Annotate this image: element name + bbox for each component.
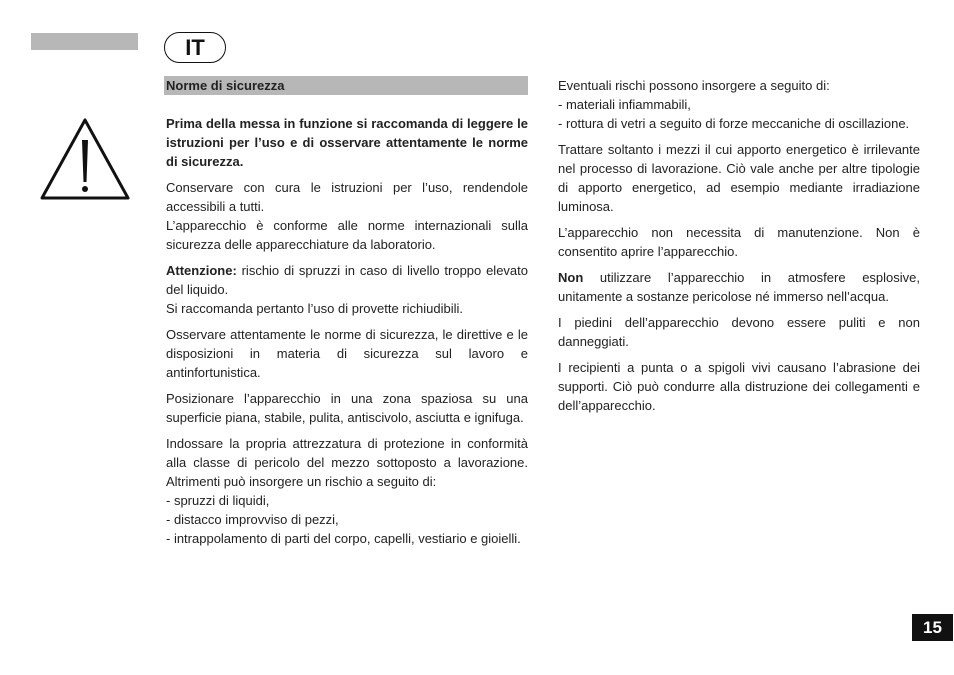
paragraph: Osservare attentamente le norme di sicurezza, le direttive e le disposizioni in materia di sicurezza sul lavoro e antinfortunistica. — [166, 327, 528, 380]
language-badge: IT — [164, 32, 226, 63]
paragraph: Trattare soltanto i mezzi il cui apporto energetico è irrilevante nel processo di lavorazione. Ciò vale anche per altre tipologie di apporto energetico, ad esempio mediante irradiazione luminosa. — [558, 142, 920, 214]
list-item: - intrappolamento di parti del corpo, capelli, vestiario e gioielli. — [166, 531, 521, 546]
warning-paragraph — [558, 268, 920, 306]
paragraph: Eventuali rischi possono insorgere a seguito di: — [558, 78, 830, 93]
header-gray-bar — [31, 33, 138, 50]
paragraph: L’apparecchio è conforme alle norme internazionali sulla sicurezza delle apparecchiature da laboratorio. — [166, 218, 528, 252]
attention-text: rischio di spruzzi in caso di livello troppo elevato del liquido. — [166, 263, 528, 297]
risk-list — [558, 95, 920, 133]
page-number: 15 — [912, 614, 953, 641]
non-label: Non — [558, 270, 584, 285]
list-item: - distacco improvviso di pezzi, — [166, 512, 339, 527]
right-column — [558, 76, 920, 422]
paragraph: L’apparecchio non necessita di manutenzione. Non è consentito aprire l’apparecchio. — [558, 225, 920, 259]
paragraph: I recipienti a punta o a spigoli vivi causano l’abrasione dei supporti. Ciò può condurre alla distruzione dei collegamenti e dell’apparecchio. — [558, 360, 920, 413]
attention-paragraph — [166, 261, 528, 299]
paragraph: Conservare con cura le istruzioni per l’uso, rendendole accessibili a tutti. — [166, 180, 528, 214]
paragraph: I piedini dell’apparecchio devono essere puliti e non danneggiati. — [558, 315, 920, 349]
left-column — [166, 76, 528, 548]
intro-paragraph: Prima della messa in funzione si raccomanda di leggere le istruzioni per l’uso e di osservare attentamente le norme di sicurezza. — [166, 116, 528, 169]
paragraph: Posizionare l’apparecchio in una zona spaziosa su una superficie piana, stabile, pulita, antiscivolo, asciutta e ignifuga. — [166, 391, 528, 425]
warning-triangle-icon — [38, 116, 132, 202]
list-item: - rottura di vetri a seguito di forze meccaniche di oscillazione. — [558, 116, 910, 131]
non-text: utilizzare l’apparecchio in atmosfere esplosive, unitamente a sostanze pericolose né immerso nell’acqua. — [558, 270, 920, 304]
attention-label: Attenzione: — [166, 263, 237, 278]
list-item: - materiali infiammabili, — [558, 97, 691, 112]
list-item: - spruzzi di liquidi, — [166, 493, 270, 508]
section-title: Norme di sicurezza — [164, 76, 528, 95]
paragraph: Indossare la propria attrezzatura di protezione in conformità alla classe di pericolo del mezzo sottoposto a lavorazione. Altrimenti può insorgere un rischio a seguito di: — [166, 436, 528, 489]
risk-list — [166, 491, 528, 548]
paragraph: Si raccomanda pertanto l’uso di provette richiudibili. — [166, 301, 463, 316]
